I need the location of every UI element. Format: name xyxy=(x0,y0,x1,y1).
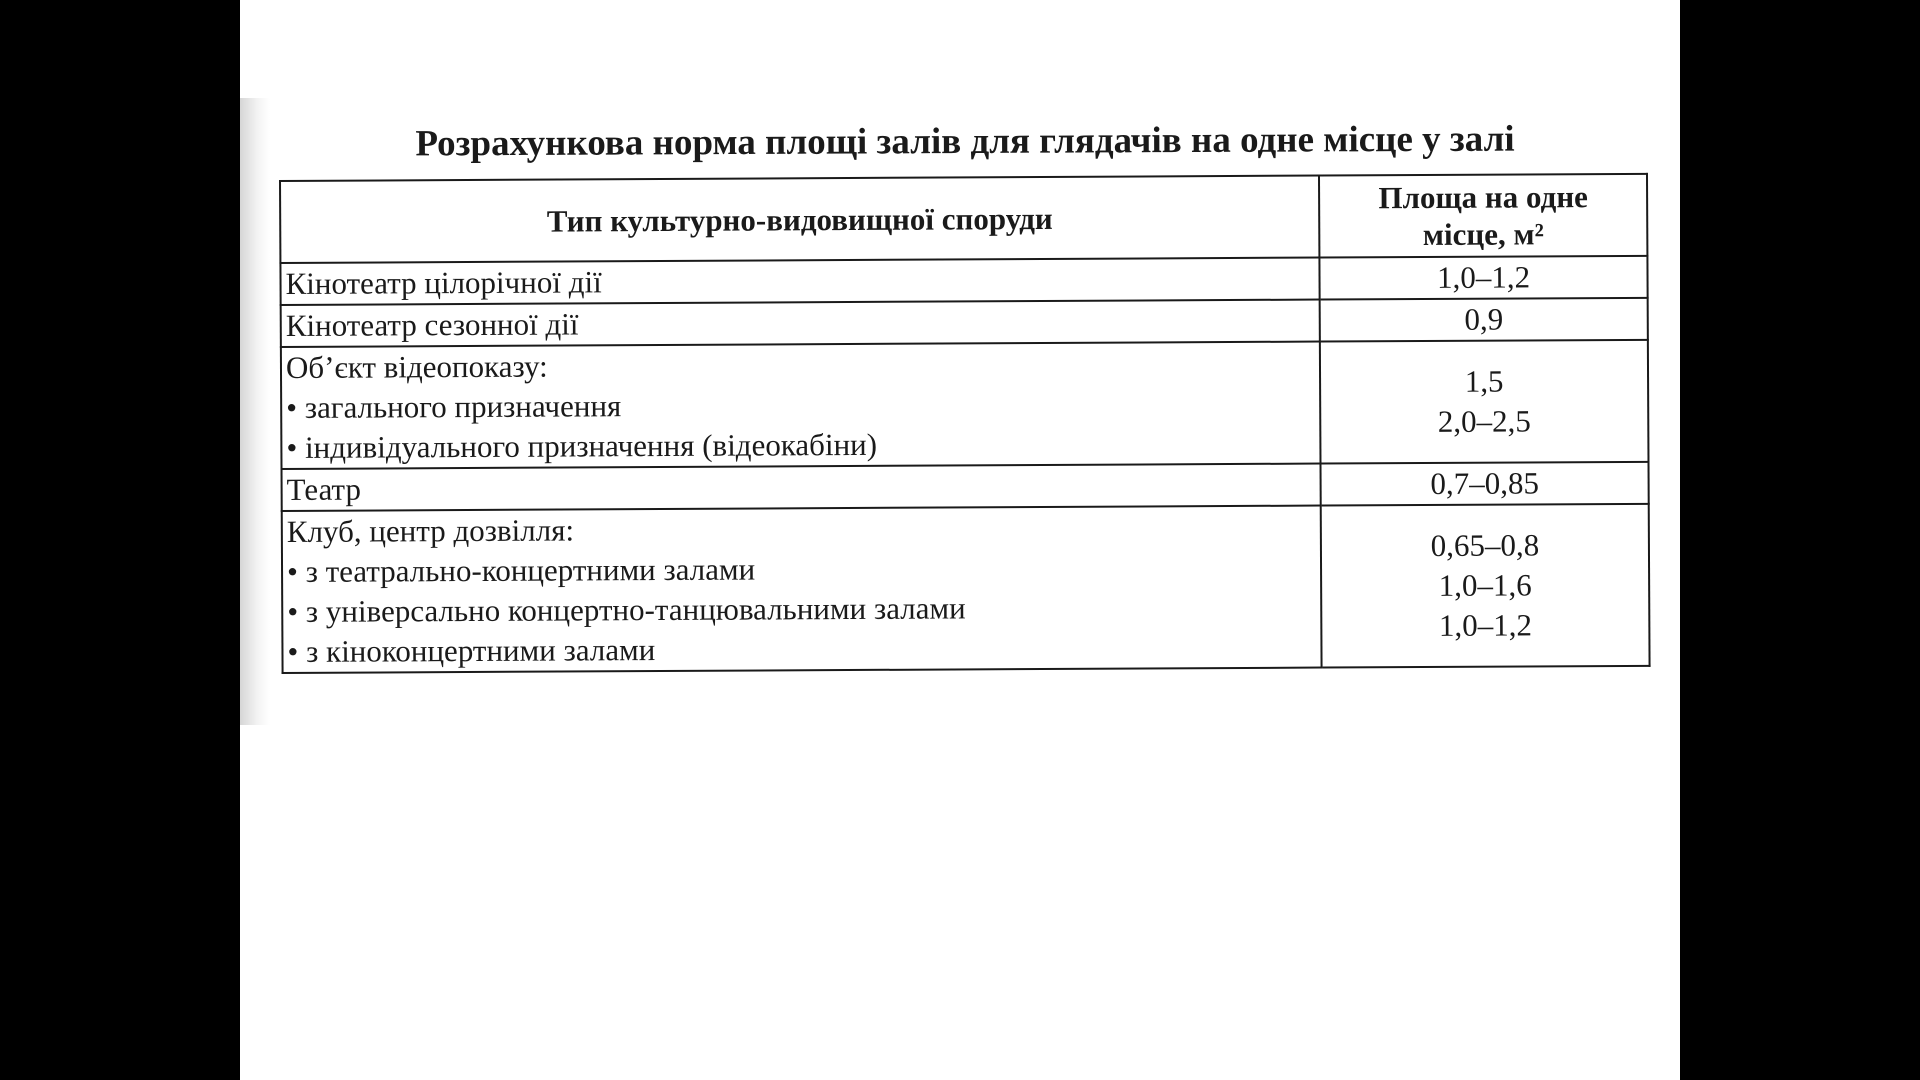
type-cell xyxy=(282,506,1322,673)
area-cell: 1,0–1,2 xyxy=(1320,256,1648,300)
table-row xyxy=(282,462,1649,511)
list-item: • індивідуального призначення (відеокабіни) xyxy=(286,423,1315,468)
table-row xyxy=(281,340,1649,469)
list-item: • загального призначення xyxy=(286,383,1315,428)
header-area-line1: Площа на одне xyxy=(1378,179,1588,216)
list-item: • з театрально-концертними залами xyxy=(287,547,1316,592)
header-area xyxy=(1319,174,1647,258)
area-cell: 0,7–0,85 xyxy=(1321,462,1649,506)
area-cell: 0,9 xyxy=(1320,298,1648,342)
document-title: Розрахункова норма площі залів для глядачів на одне місце у залі xyxy=(415,118,1515,165)
table-row xyxy=(280,256,1647,305)
header-type: Тип культурно-видовищної споруди xyxy=(280,176,1320,263)
area-value: 1,5 xyxy=(1464,363,1504,399)
area-value: 1,0–1,2 xyxy=(1438,607,1533,643)
group-heading: Клуб, центр дозвілля: xyxy=(286,512,575,549)
area-value: 0,65–0,8 xyxy=(1430,527,1540,563)
type-cell: Театр xyxy=(282,464,1321,511)
area-value: 1,0–1,6 xyxy=(1438,567,1532,603)
table-row xyxy=(282,504,1650,673)
group-heading: Об’єкт відеопоказу: xyxy=(285,348,548,385)
scan-shadow xyxy=(240,98,270,725)
list-item: • з кіноконцертними залами xyxy=(287,627,1316,672)
table-header-row xyxy=(280,174,1647,263)
type-cell: Кінотеатр сезонної дії xyxy=(281,300,1320,347)
area-cell xyxy=(1321,504,1650,668)
norms-table xyxy=(279,173,1651,674)
norms-table-wrapper xyxy=(279,173,1651,674)
table-row xyxy=(281,298,1648,347)
header-area-line2: місце, м² xyxy=(1422,216,1544,253)
area-cell xyxy=(1320,340,1649,464)
type-cell xyxy=(281,342,1321,469)
list-item: • з універсально концертно-танцювальними залами xyxy=(287,587,1316,632)
type-cell: Кінотеатр цілорічної дії xyxy=(280,258,1319,305)
area-value: 2,0–2,5 xyxy=(1437,403,1531,439)
